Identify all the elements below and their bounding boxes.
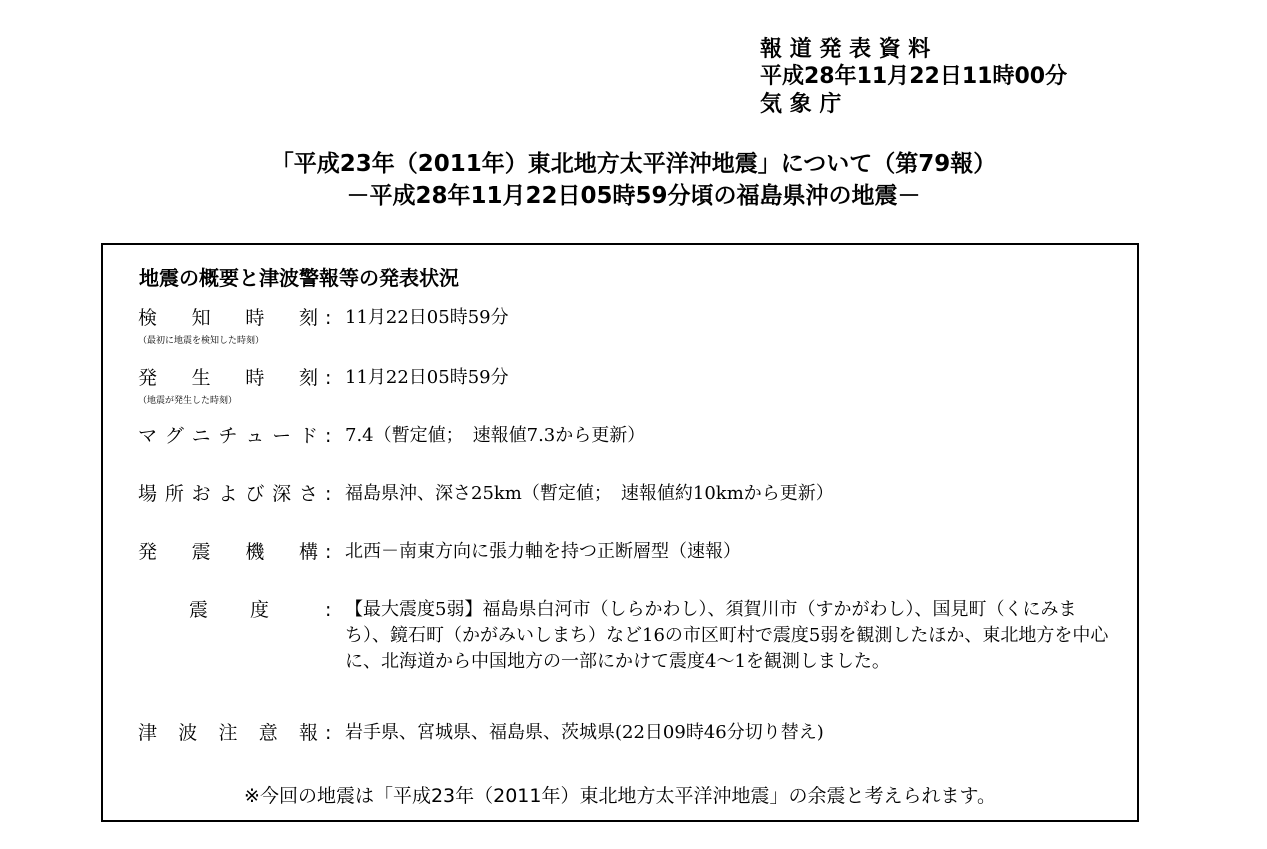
colon: : — [325, 425, 332, 447]
row-value: 北西－南東方向に張力軸を持つ正断層型（速報） — [345, 541, 741, 562]
colon: : — [325, 722, 332, 744]
row-label: マ グ ニ チ ュ ー ド — [138, 425, 318, 447]
summary-box — [101, 243, 1139, 822]
aftershock-note: ※今回の地震は「平成23年（2011年）東北地方太平洋沖地震」の余震と考えられます。 — [244, 785, 996, 807]
press-release-label: 報 道 発 表 資 料 — [760, 37, 931, 62]
row-label: 震 度 — [189, 599, 269, 621]
row-sublabel: （最初に地震を検知した時刻） — [138, 336, 265, 346]
colon: : — [325, 307, 332, 329]
row-label: 検 知 時 刻 — [138, 307, 318, 329]
row-label: 場 所 お よ び 深 さ — [138, 483, 318, 505]
row-value: 11月22日05時59分 — [345, 307, 509, 328]
document-title: 「平成23年（2011年）東北地方太平洋沖地震」について（第79報） — [270, 151, 997, 177]
colon: : — [325, 541, 332, 563]
row-value: 11月22日05時59分 — [345, 367, 509, 388]
row-value: 7.4（暫定値； 速報値7.3から更新） — [345, 425, 646, 446]
row-label: 発 震 機 構 — [138, 541, 318, 563]
row-label: 発 生 時 刻 — [138, 367, 318, 389]
document-subtitle: －平成28年11月22日05時59分頃の福島県沖の地震－ — [346, 183, 921, 209]
row-sublabel: （地震が発生した時刻） — [138, 396, 238, 406]
colon: : — [325, 599, 332, 621]
issuer-label: 気 象 庁 — [760, 92, 842, 117]
colon: : — [325, 483, 332, 505]
release-datetime: 平成28年11月22日11時00分 — [760, 64, 1068, 89]
row-value: 【最大震度5弱】福島県白河市（しらかわし）、須賀川市（すかがわし）、国見町（くにみまち）、鏡石町（かがみいしまち）など16の市区町村で震度5弱を観測したほか、東北地方を中心に、北海道から中国地方の一部にかけて震度4～1を観測しました。 — [345, 599, 1109, 672]
colon: : — [325, 367, 332, 389]
row-value: 岩手県、宮城県、福島県、茨城県(22日09時46分切り替え) — [345, 722, 824, 743]
row-label: 津 波 注 意 報 — [138, 722, 318, 744]
row-value: 福島県沖、深さ25km（暫定値； 速報値約10kmから更新） — [345, 483, 834, 504]
summary-heading: 地震の概要と津波警報等の発表状況 — [139, 266, 459, 290]
